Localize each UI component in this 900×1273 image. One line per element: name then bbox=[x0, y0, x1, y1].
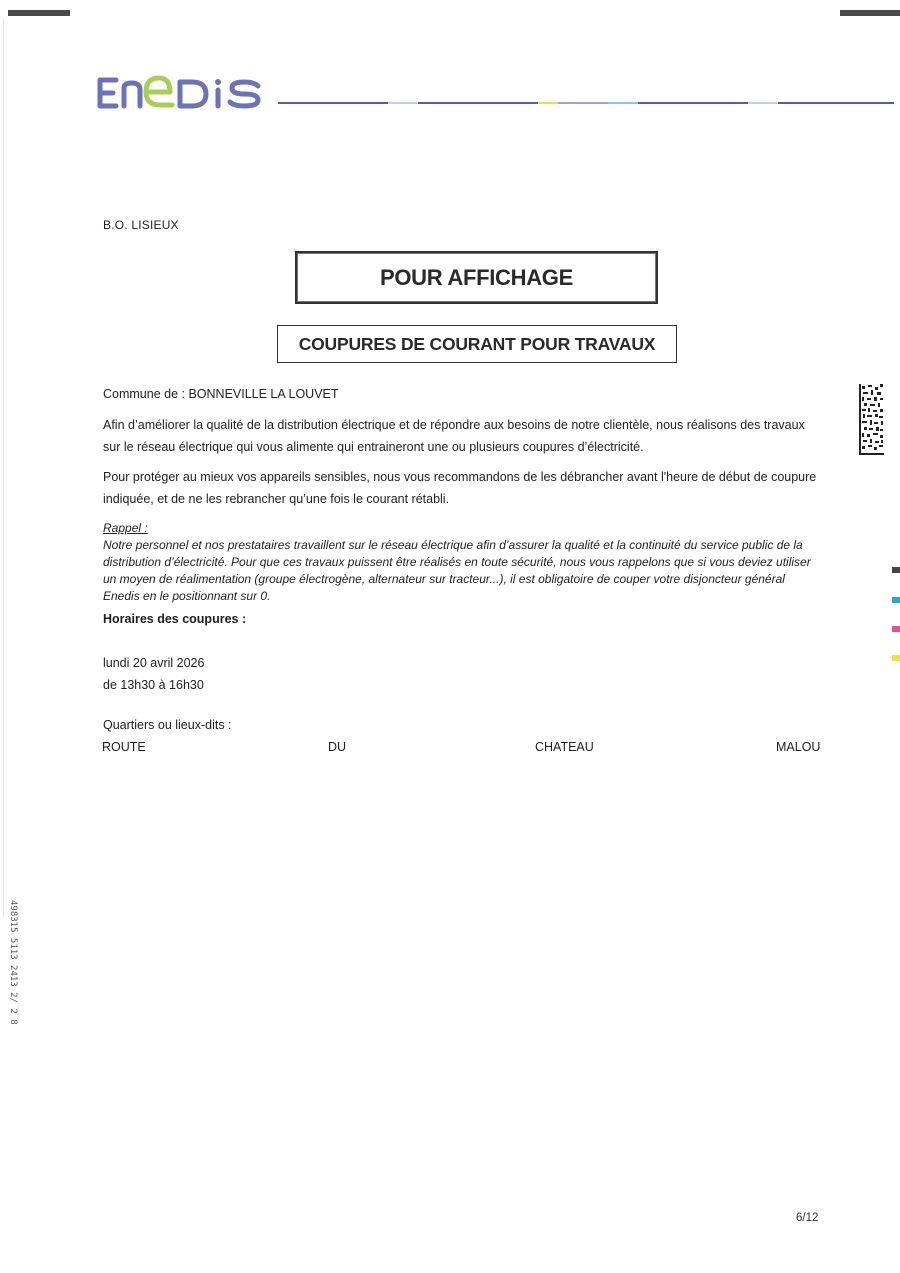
subtitle-box bbox=[277, 325, 677, 363]
schedule-title: Horaires des coupures : bbox=[103, 612, 247, 626]
schedule-date: lundi 20 avril 2026 bbox=[103, 656, 205, 670]
schedule-time: de 13h30 à 16h30 bbox=[103, 678, 204, 692]
location-word: DU bbox=[328, 740, 347, 754]
main-title: POUR AFFICHAGE bbox=[380, 264, 573, 290]
intro-paragraph: Afin d’améliorer la qualité de la distribution électrique et de répondre aux besoins de notre clientèle, nous réalisons des travaux sur le réseau électrique qui vous alimente qui entraineront une ou plusieurs coupures d’électricité. bbox=[103, 418, 805, 454]
color-patch-magenta bbox=[892, 626, 900, 632]
scan-edge-line bbox=[3, 18, 4, 918]
side-reference-code: 498315 5113 2413 2/ 2 8 bbox=[8, 900, 18, 1025]
rappel-title: Rappel : bbox=[103, 521, 148, 535]
locations-title: Quartiers ou lieux-dits : bbox=[103, 718, 232, 732]
subtitle: COUPURES DE COURANT POUR TRAVAUX bbox=[298, 333, 656, 354]
location-word: ROUTE bbox=[102, 740, 146, 754]
color-patch-yellow bbox=[892, 655, 900, 661]
color-patch-black bbox=[892, 567, 900, 573]
scan-corner-mark-right bbox=[840, 10, 900, 16]
schedule-block bbox=[103, 652, 204, 696]
commune-line: Commune de : BONNEVILLE LA LOUVET bbox=[103, 387, 339, 401]
header-rule bbox=[278, 102, 894, 104]
location-word: CHATEAU bbox=[535, 740, 594, 754]
location-word: MALOU bbox=[776, 740, 821, 754]
main-title-box bbox=[295, 251, 658, 304]
datamatrix-code bbox=[859, 384, 884, 455]
color-patch-cyan bbox=[892, 597, 900, 603]
enedis-logo bbox=[96, 64, 276, 114]
scan-corner-mark-left bbox=[8, 10, 70, 16]
rappel-text: Notre personnel et nos prestataires travaillent sur le réseau électrique afin d’assurer la qualité et la continuité du service public de la distribution d’électricité. Pour que ces travaux puissent être réalisés en toute sécurité, nous vous rappelons que si vous deviez utiliser un moyen de réalimentation (groupe électrogène, alternateur sur tracteur...), il est obligatoire de couper votre disjoncteur général Enedis en le positionnant sur 0. bbox=[103, 538, 811, 603]
rappel-section bbox=[103, 520, 823, 605]
advice-paragraph: Pour protéger au mieux vos appareils sensibles, nous vous recommandons de les débrancher avant l'heure de début de coupure indiquée, et de ne les rebrancher qu’une fois le courant rétabli. bbox=[103, 470, 817, 506]
page-number: 6/12 bbox=[796, 1212, 819, 1224]
agency-label: B.O. LISIEUX bbox=[103, 218, 179, 232]
